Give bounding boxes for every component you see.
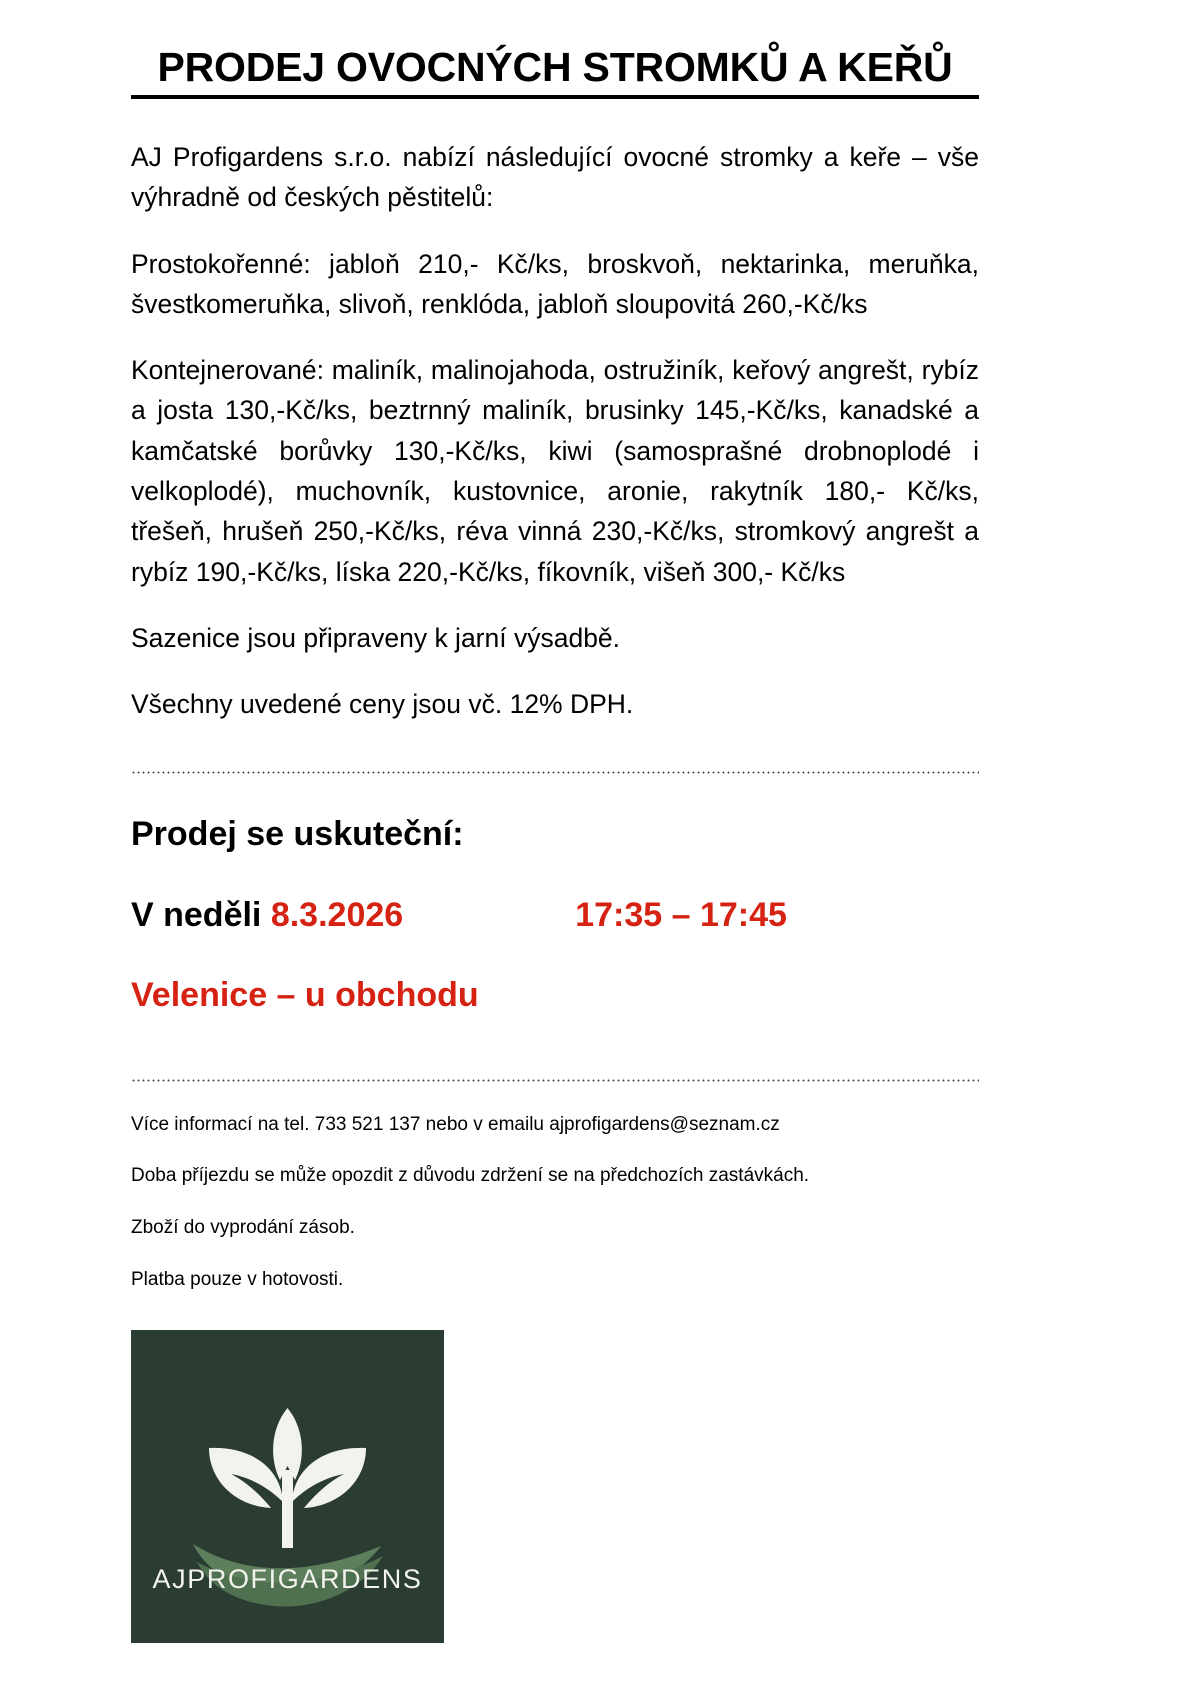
- event-day-label: V neděli: [131, 895, 262, 934]
- page-title: PRODEJ OVOCNÝCH STROMKŮ A KEŘŮ: [131, 0, 979, 99]
- contact-info: Více informací na tel. 733 521 137 nebo v emailu ajprofigardens@seznam.cz: [131, 1113, 780, 1135]
- logo-graphic: [131, 1330, 444, 1643]
- event-place: Velenice – u obchodu: [131, 975, 479, 1014]
- document-content: [131, 0, 979, 1643]
- event-time: 17:35 – 17:45: [575, 895, 787, 934]
- bareroot-paragraph: Prostokořenné: jabloň 210,- Kč/ks, broskvoň, nektarinka, meruňka, švestkomeruňka, slivoň, renklóda, jabloň sloupovitá 260,-Kč/ks: [131, 248, 979, 319]
- containerized-paragraph: Kontejnerované: maliník, malinojahoda, ostružiník, keřový angrešt, rybíz a josta 130,-Kč/ks, beztrnný maliník, brusinky 145,-Kč/ks, kanadské a kamčatské borůvky 130,-Kč/ks, kiwi (samosprašné drobnoplodé i velkoplodé), muchovník, kustovnice, aronie, rakytník 180,- Kč/ks, třešeň, hrušeň 250,-Kč/ks, réva vinná 230,-Kč/ks, stromkový angrešt a rybíz 190,-Kč/ks, líska 220,-Kč/ks, fíkovník, višeň 300,- Kč/ks: [131, 355, 979, 587]
- readiness-paragraph: Sazenice jsou připraveny k jarní výsadbě.: [131, 622, 621, 653]
- title-container: [131, 0, 979, 99]
- intro-paragraph: AJ Profigardens s.r.o. nabízí následující ovocné stromky a keře – vše výhradně od českých pěstitelů:: [131, 142, 979, 213]
- event-date: 8.3.2026: [270, 895, 404, 934]
- vat-paragraph: Všechny uvedené ceny jsou vč. 12% DPH.: [131, 689, 634, 720]
- event-heading: Prodej se uskuteční:: [131, 815, 464, 854]
- payment-note: Platba pouze v hotovosti.: [131, 1268, 344, 1290]
- logo-wordmark: AJPROFIGARDENS: [152, 1564, 423, 1595]
- delay-note: Doba příjezdu se může opozdit z důvodu zdržení se na předchozích zastávkách.: [131, 1165, 810, 1187]
- event-datetime-line: [131, 857, 979, 937]
- stem-icon: [282, 1470, 293, 1548]
- company-logo: [131, 1330, 444, 1643]
- stock-note: Zboží do vyprodání zásob.: [131, 1216, 355, 1238]
